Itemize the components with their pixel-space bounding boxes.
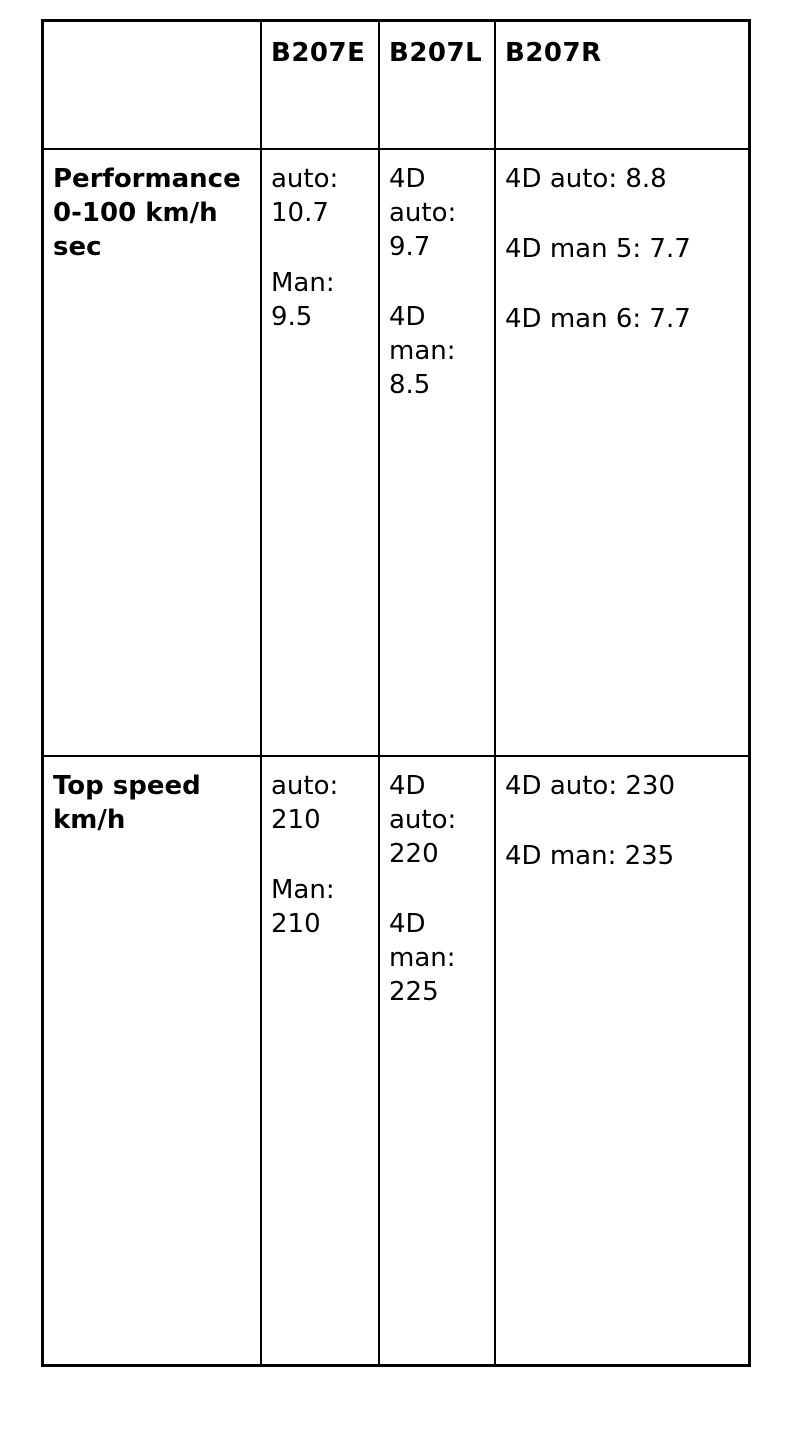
value-entry xyxy=(271,873,363,941)
row-label-line: km/h xyxy=(53,805,126,835)
value-line: 4D man 6: 7.7 xyxy=(505,304,691,334)
row-label-top-speed xyxy=(44,757,262,1364)
value-line: auto: xyxy=(389,805,457,835)
value-line: 8.5 xyxy=(389,370,431,400)
row-label-line: sec xyxy=(53,232,102,262)
value-line: 9.5 xyxy=(271,302,313,332)
row-label-line: 0-100 km/h xyxy=(53,198,218,228)
value-entry xyxy=(271,266,363,334)
cell-top-speed-b207r xyxy=(496,757,748,1364)
header-b207e xyxy=(262,22,380,150)
value-line: auto: xyxy=(271,771,339,801)
value-line: 4D xyxy=(389,302,426,332)
value-entry xyxy=(505,302,740,336)
value-entry xyxy=(389,769,481,871)
value-entry xyxy=(505,769,740,803)
value-line: 4D man: 235 xyxy=(505,841,675,871)
cell-top-speed-b207l xyxy=(380,757,496,1364)
header-b207r-label: B207R xyxy=(505,38,602,68)
value-line: auto: xyxy=(271,164,339,194)
row-label-line: Performance xyxy=(53,164,241,194)
value-entry xyxy=(389,300,481,402)
cell-performance-b207e xyxy=(262,150,380,757)
header-b207l-label: B207L xyxy=(389,38,483,68)
value-line: Man: xyxy=(271,875,335,905)
value-entry xyxy=(505,232,740,266)
cell-performance-b207r xyxy=(496,150,748,757)
header-empty-cell xyxy=(44,22,262,150)
header-b207r xyxy=(496,22,748,150)
value-entry xyxy=(505,162,740,196)
value-line: 4D xyxy=(389,909,426,939)
value-line: 4D xyxy=(389,164,426,194)
header-b207e-label: B207E xyxy=(271,38,366,68)
row-label-line: Top speed xyxy=(53,771,201,801)
row-label-performance xyxy=(44,150,262,757)
value-line: 4D auto: 230 xyxy=(505,771,675,801)
value-entry xyxy=(271,162,363,230)
value-line: 4D xyxy=(389,771,426,801)
value-line: 225 xyxy=(389,977,439,1007)
value-line: 210 xyxy=(271,805,321,835)
value-line: 9.7 xyxy=(389,232,431,262)
value-entry xyxy=(389,162,481,264)
value-line: man: xyxy=(389,336,456,366)
value-line: 220 xyxy=(389,839,439,869)
spec-table xyxy=(41,19,751,1367)
value-line: 4D man 5: 7.7 xyxy=(505,234,691,264)
value-entry xyxy=(271,769,363,837)
header-b207l xyxy=(380,22,496,150)
cell-top-speed-b207e xyxy=(262,757,380,1364)
cell-performance-b207l xyxy=(380,150,496,757)
value-line: man: xyxy=(389,943,456,973)
value-line: auto: xyxy=(389,198,457,228)
value-line: 210 xyxy=(271,909,321,939)
value-entry xyxy=(389,907,481,1009)
value-line: 10.7 xyxy=(271,198,329,228)
value-entry xyxy=(505,839,740,873)
value-line: 4D auto: 8.8 xyxy=(505,164,667,194)
value-line: Man: xyxy=(271,268,335,298)
